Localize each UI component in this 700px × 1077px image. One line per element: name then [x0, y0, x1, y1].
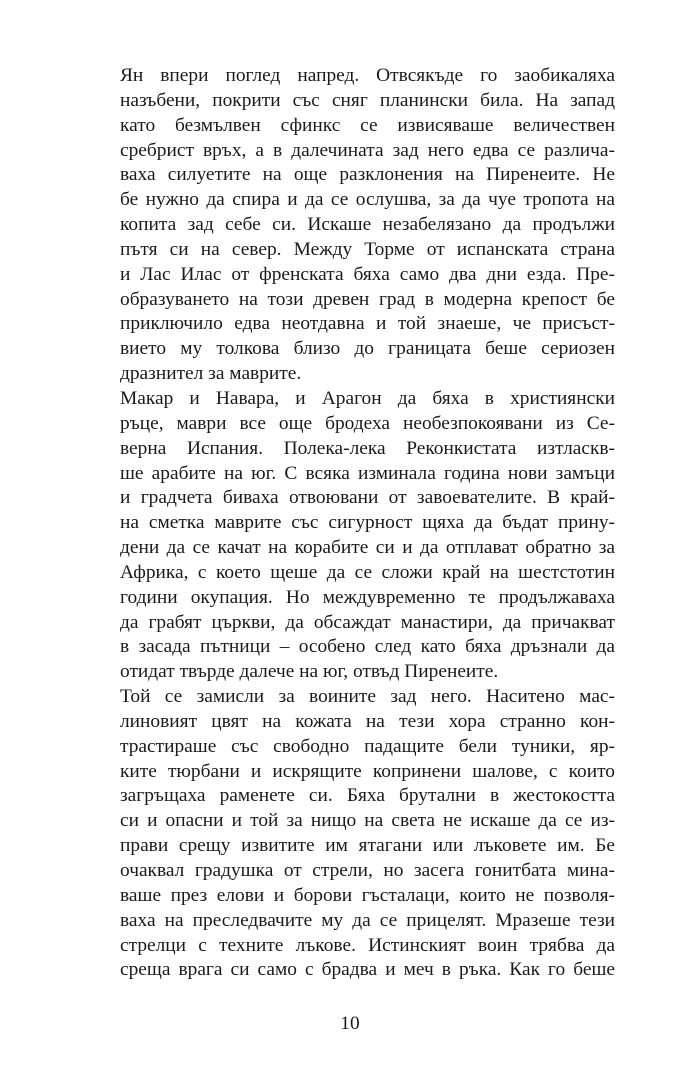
- text-line: ваха силуетите на още разклонения на Пиренеите. Не: [120, 164, 615, 186]
- text-line: години окупация. Но междувременно те продължаваха: [120, 586, 615, 608]
- text-line: вието му толкова близо до границата беше сериозен: [120, 338, 615, 360]
- text-line: прави срещу извитите им ятагани или лъковете им. Бе: [120, 835, 615, 857]
- text-line: линовият цвят на кожата на тези хора странно кон-: [120, 710, 615, 732]
- text-line: Африка, с което щеше да се сложи край на шестстотин: [120, 561, 615, 583]
- text-line: загръщаха раменете си. Бяха брутални в жестокостта: [120, 785, 615, 807]
- text-line: верна Испания. Полека-лека Реконкистата изтласкв-: [120, 437, 615, 459]
- paragraph-3: [88, 685, 615, 983]
- page-number: 10: [340, 1013, 360, 1034]
- text-line: пътя си на север. Между Торме от испанската страна: [120, 238, 615, 260]
- text-line: стрелци с техните лъкове. Истинският воин трябва да: [120, 934, 615, 956]
- text-line: ваше през елови и борови гъсталаци, които не позволя-: [120, 884, 615, 906]
- text-line: и Лас Илас от френската бяха само два дни езда. Пре-: [120, 263, 615, 285]
- text-line: сребрист връх, а в далечината зад него едва се различа-: [120, 139, 615, 161]
- text-line: в засада пътници – особено след като бяха дръзнали да: [120, 636, 615, 658]
- text-line: Ян впери поглед напред. Отвсякъде го заобикаляха: [120, 65, 615, 86]
- text-line: си и опасни и той за нищо на света не искаше да се из-: [120, 810, 615, 832]
- text-line: очаквал градушка от стрели, но засега гонитбата мина-: [120, 860, 615, 881]
- text-line: трастираше със свободно падащите бели туники, яр-: [120, 735, 615, 757]
- text-line: бе нужно да спира и да се ослушва, за да чуе тропота на: [120, 189, 615, 211]
- text-line: назъбени, покрити със сняг планински била. На запад: [120, 89, 615, 111]
- text-line: Той се замисли за воините зад него. Наситено мас-: [120, 686, 615, 708]
- page-body: [88, 64, 615, 983]
- text-line: ше арабите на юг. С всяка изминала година нови замъци: [120, 462, 615, 484]
- text-line: копита зад себе си. Искаше незабелязано да продължи: [120, 214, 615, 236]
- text-line: приключило едва неотдавна и той знаеше, че присъст-: [120, 313, 615, 335]
- paragraph-2: [88, 387, 615, 685]
- text-line: на сметка маврите със сигурност щяха да бъдат прину-: [120, 512, 615, 534]
- paragraph-1: [88, 64, 615, 387]
- text-line: дени да се качат на корабите си и да отплават обратно за: [120, 537, 615, 559]
- text-line: ваха на преследвачите му да се прицелят. Мразеше тези: [120, 909, 615, 931]
- text-line: да грабят църкви, да обсаждат манастири, да причакват: [120, 611, 615, 633]
- text-line: ките тюрбани и искрящите копринени шалове, с които: [120, 760, 615, 782]
- text-line: ръце, маври все още бродеха необезпокоявани из Се-: [120, 412, 615, 434]
- text-line: и градчета биваха отвоювани от завоевателите. В край-: [120, 487, 615, 509]
- text-line: като безмълвен сфинкс се извисяваше величествен: [120, 114, 615, 136]
- text-line: среща врага си само с брадва и меч в ръка. Как го беше: [120, 959, 615, 981]
- text-line: отидат твърде далече на юг, отвъд Пиренеите.: [120, 661, 499, 683]
- text-line: Макар и Навара, и Арагон да бяха в християнски: [120, 387, 615, 409]
- text-line: дразнител за маврите.: [120, 363, 302, 385]
- text-line: образуването на този древен град в модерна крепост бе: [120, 288, 615, 310]
